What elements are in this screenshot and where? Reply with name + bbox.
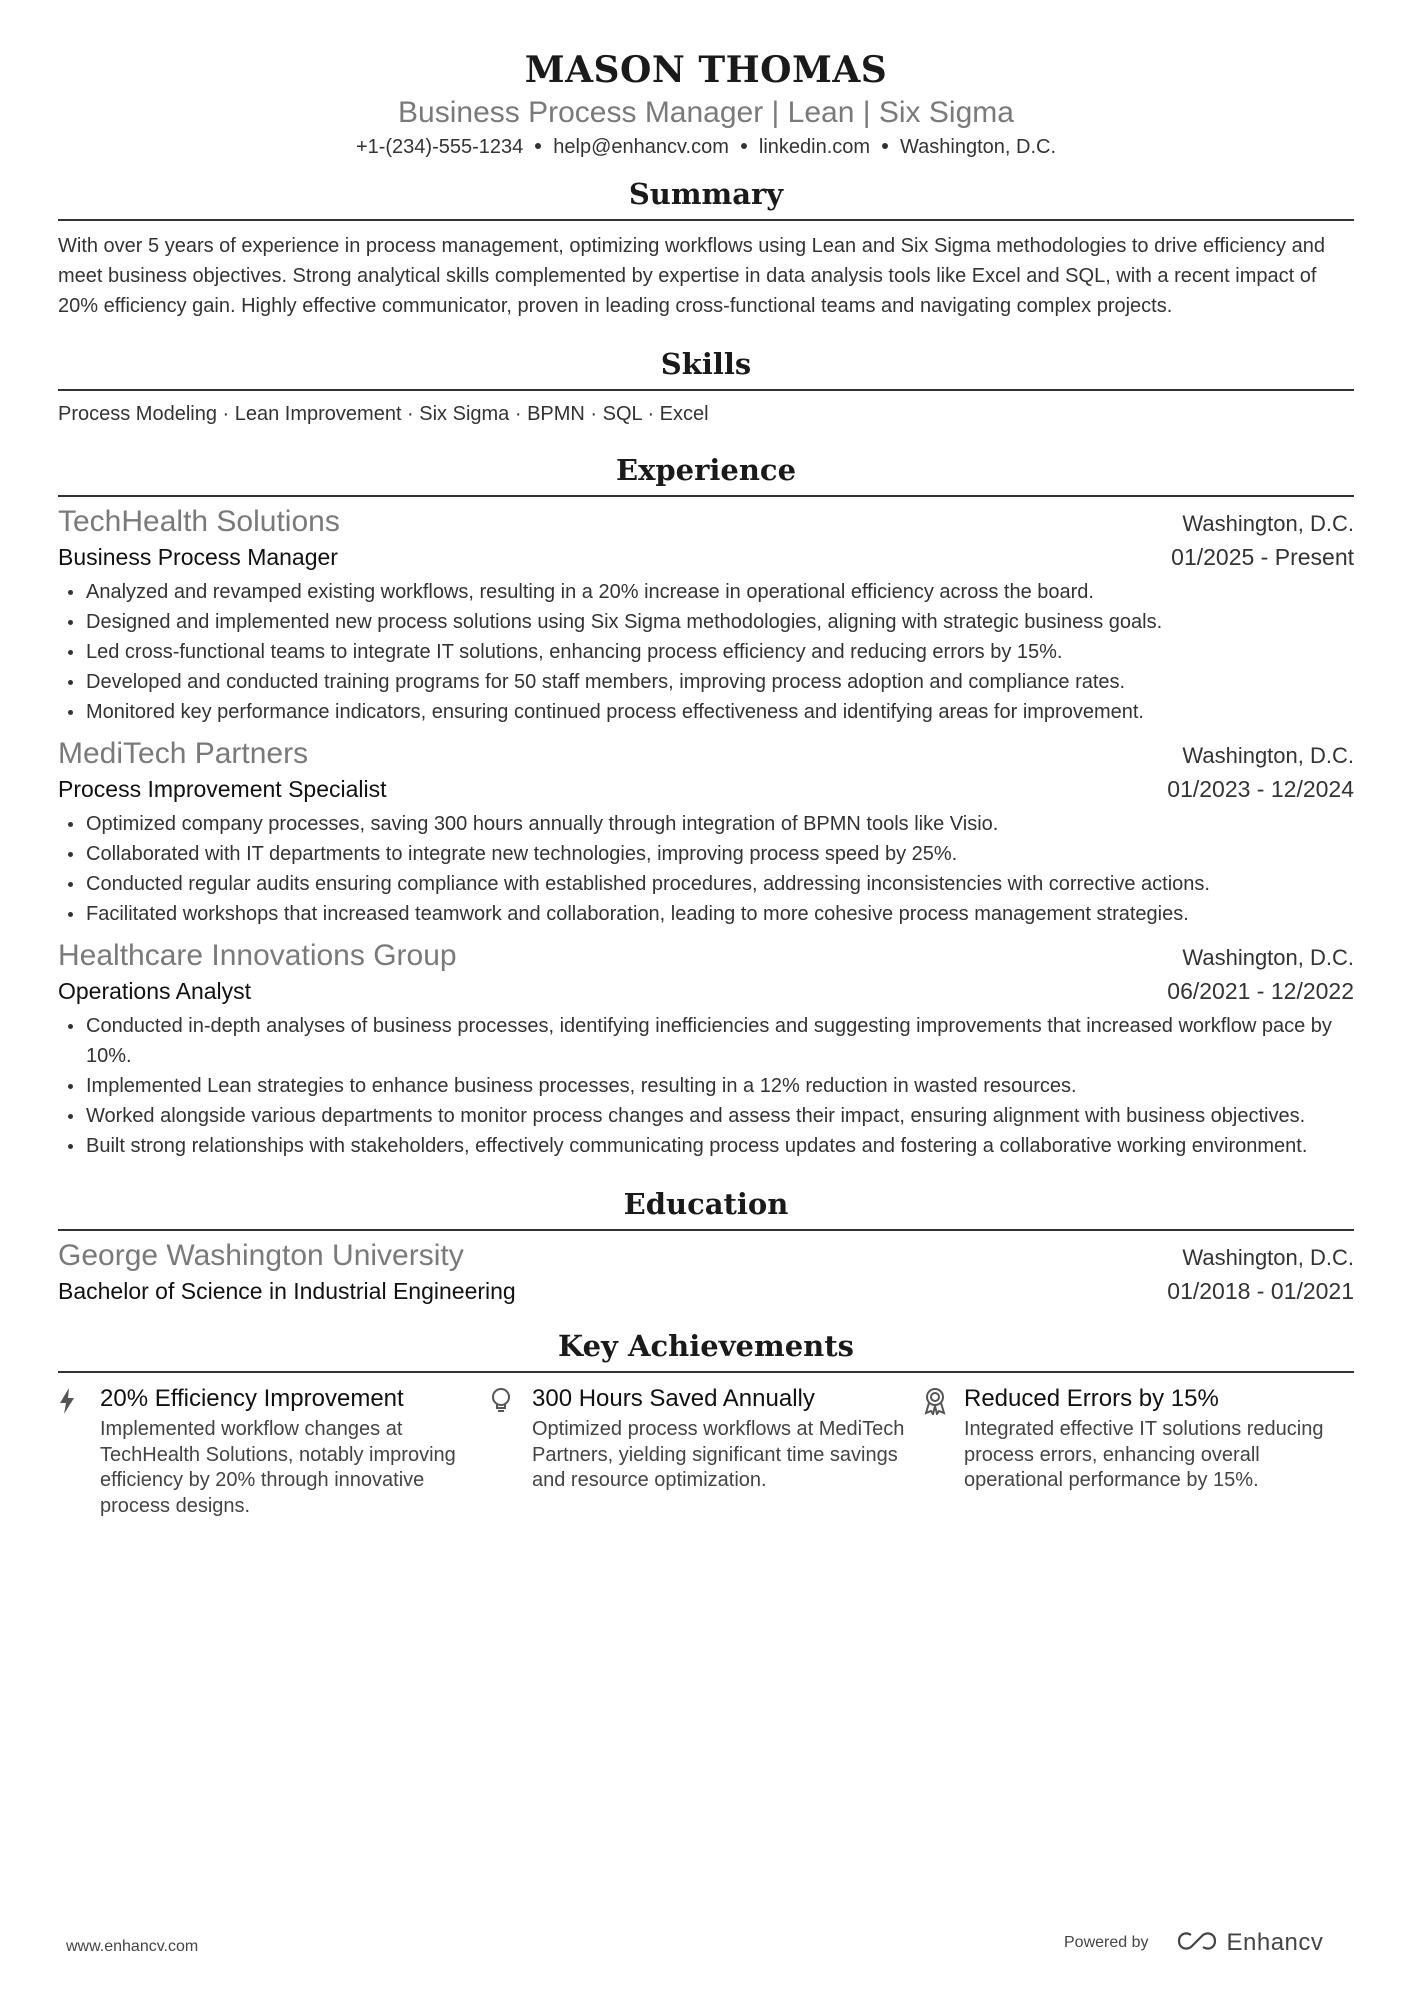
job-dates: 01/2023 - 12/2024 <box>1167 776 1354 802</box>
job-location: Washington, D.C. <box>1182 945 1354 970</box>
achievement-item <box>58 1383 490 1519</box>
job-bullets <box>58 809 1354 929</box>
company-name: MediTech Partners <box>58 737 309 770</box>
job-entry <box>58 937 1354 1161</box>
lightbulb-icon <box>490 1383 532 1519</box>
resume-page <box>58 46 1354 1519</box>
company-name: TechHealth Solutions <box>58 505 340 538</box>
summary-text: With over 5 years of experience in process management, optimizing workflows using Lean and Six Sigma methodologies to drive efficiency and meet business objectives. Strong analytical skills complemented by expertise in data analysis tools like Excel and SQL, with a recent impact of 20% efficiency gain. Highly effective communicator, proven in leading cross-functional teams and navigating complex projects. <box>58 235 1325 317</box>
separator-dot <box>535 143 541 149</box>
job-location: Washington, D.C. <box>1182 743 1354 768</box>
job-entry <box>58 735 1354 929</box>
powered-by-label: Powered by <box>1064 1934 1149 1951</box>
achievement-title: 300 Hours Saved Annually <box>532 1385 815 1412</box>
section-title-education: Education <box>58 1185 1354 1231</box>
achievement-description: Implemented workflow changes at TechHealth Solutions, notably improving efficiency by 20% through innovative process designs. <box>100 1418 456 1517</box>
bullet-item: Facilitated workshops that increased teamwork and collaboration, leading to more cohesive process management strategies. <box>58 899 1354 929</box>
job-dates: 06/2021 - 12/2022 <box>1167 978 1354 1004</box>
skills-section <box>58 345 1354 429</box>
bullet-item: Worked alongside various departments to monitor process changes and assess their impact, ensuring alignment with business objectives. <box>58 1101 1354 1131</box>
footer-website-link[interactable]: www.enhancv.com <box>66 1938 199 1955</box>
location: Washington, D.C. <box>900 136 1057 158</box>
bullet-item: Collaborated with IT departments to integrate new technologies, improving process speed by 25%. <box>58 839 1354 869</box>
achievement-description: Integrated effective IT solutions reducing process errors, enhancing overall operational performance by 15%. <box>964 1418 1324 1491</box>
contact-line <box>58 133 1354 161</box>
email-link[interactable]: help@enhancv.com <box>553 136 729 158</box>
bullet-item: Designed and implemented new process solutions using Six Sigma methodologies, aligning with strategic business goals. <box>58 607 1354 637</box>
achievement-description: Optimized process workflows at MediTech Partners, yielding significant time savings and resource optimization. <box>532 1418 905 1491</box>
lightning-bolt-icon <box>58 1383 100 1519</box>
experience-section <box>58 451 1354 1161</box>
resume-header <box>58 46 1354 161</box>
bullet-item: Monitored key performance indicators, ensuring continued process effectiveness and identifying areas for improvement. <box>58 697 1354 727</box>
section-title-skills: Skills <box>58 345 1354 391</box>
bullet-item: Built strong relationships with stakeholders, effectively communicating process updates and fostering a collaborative working environment. <box>58 1131 1354 1161</box>
candidate-title: Business Process Manager | Lean | Six Sigma <box>398 96 1014 129</box>
job-role: Process Improvement Specialist <box>58 776 387 802</box>
education-entry <box>58 1237 1354 1307</box>
candidate-name: MASON THOMAS <box>524 49 888 91</box>
linkedin-link[interactable]: linkedin.com <box>758 136 871 158</box>
bullet-item: Analyzed and revamped existing workflows, resulting in a 20% increase in operational efficiency across the board. <box>58 577 1354 607</box>
job-bullets <box>58 1011 1354 1161</box>
degree: Bachelor of Science in Industrial Engineering <box>58 1278 516 1304</box>
award-icon <box>922 1383 964 1519</box>
bullet-item: Implemented Lean strategies to enhance business processes, resulting in a 12% reduction in wasted resources. <box>58 1071 1354 1101</box>
achievements-section <box>58 1327 1354 1519</box>
school-location: Washington, D.C. <box>1182 1245 1354 1270</box>
brand-name: Enhancv <box>1226 1929 1324 1956</box>
separator-dot <box>882 143 888 149</box>
job-entry <box>58 503 1354 727</box>
job-location: Washington, D.C. <box>1182 511 1354 536</box>
section-title-experience: Experience <box>58 451 1354 497</box>
school-name: George Washington University <box>58 1239 464 1272</box>
bullet-item: Optimized company processes, saving 300 hours annually through integration of BPMN tools like Visio. <box>58 809 1354 839</box>
job-role: Business Process Manager <box>58 544 338 570</box>
footer-branding <box>1064 1929 1323 1957</box>
achievements-grid <box>58 1383 1354 1519</box>
education-dates: 01/2018 - 01/2021 <box>1167 1278 1354 1304</box>
skills-list: Process Modeling · Lean Improvement · Six Sigma · BPMN · SQL · Excel <box>58 403 709 425</box>
achievement-item <box>922 1383 1354 1519</box>
company-name: Healthcare Innovations Group <box>58 939 457 972</box>
section-title-summary: Summary <box>58 175 1354 221</box>
bullet-item: Developed and conducted training programs for 50 staff members, improving process adoption and compliance rates. <box>58 667 1354 697</box>
enhancv-logo-icon <box>1177 1930 1217 1957</box>
bullet-item: Conducted in-depth analyses of business processes, identifying inefficiencies and suggesting improvements that increased workflow pace by 10%. <box>58 1011 1354 1071</box>
bullet-item: Conducted regular audits ensuring compliance with established procedures, addressing inconsistencies with corrective actions. <box>58 869 1354 899</box>
education-section <box>58 1185 1354 1307</box>
job-dates: 01/2025 - Present <box>1171 544 1354 570</box>
achievement-item <box>490 1383 922 1519</box>
job-bullets <box>58 577 1354 727</box>
phone: +1-(234)-555-1234 <box>355 136 524 158</box>
job-role: Operations Analyst <box>58 978 252 1004</box>
separator-dot <box>741 143 747 149</box>
achievement-title: 20% Efficiency Improvement <box>100 1385 404 1412</box>
summary-section <box>58 175 1354 321</box>
section-title-achievements: Key Achievements <box>58 1327 1354 1373</box>
achievement-title: Reduced Errors by 15% <box>964 1385 1219 1412</box>
bullet-item: Led cross-functional teams to integrate IT solutions, enhancing process efficiency and reducing errors by 15%. <box>58 637 1354 667</box>
